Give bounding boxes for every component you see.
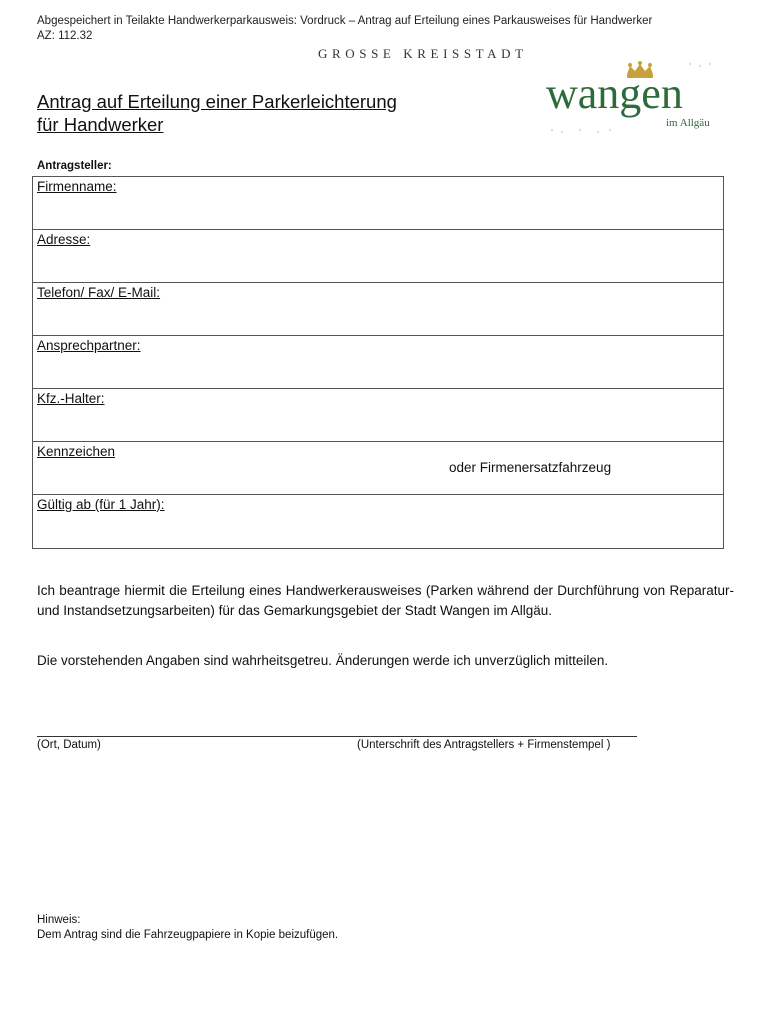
signature-label: (Unterschrift des Antragstellers + Firmenstempel ) bbox=[357, 739, 611, 751]
field-kontakt[interactable]: Telefon/ Fax/ E-Mail: bbox=[33, 283, 723, 336]
replacement-vehicle-note: oder Firmenersatzfahrzeug bbox=[449, 460, 612, 475]
logo-subline: im Allgäu bbox=[666, 117, 710, 129]
form-title: Antrag auf Erteilung einer Parkerleichterung für Handwerker bbox=[37, 91, 397, 135]
wangen-logo bbox=[540, 58, 730, 140]
hint-block bbox=[37, 913, 338, 943]
signature-line bbox=[37, 736, 637, 737]
file-reference: AZ: 112.32 bbox=[37, 30, 93, 42]
applicant-label: Antragsteller: bbox=[37, 160, 112, 172]
request-paragraph: Ich beantrage hiermit die Erteilung eines Handwerkerausweises (Parken während der Durchführung von Reparatur- und Instandsetzungsarbeiten) für das Gemarkungsgebiet der Stadt Wangen im Allgäu. bbox=[37, 583, 734, 618]
logo-wordmark: wangen bbox=[546, 69, 683, 118]
place-date-label: (Ort, Datum) bbox=[37, 739, 101, 751]
applicant-form-table bbox=[32, 176, 724, 549]
field-kfz-halter[interactable]: Kfz.-Halter: bbox=[33, 389, 723, 442]
hint-heading: Hinweis: bbox=[37, 914, 81, 926]
hint-text: Dem Antrag sind die Fahrzeugpapiere in Kopie beizufügen. bbox=[37, 929, 339, 941]
field-kennzeichen[interactable]: Kennzeichen oder Firmenersatzfahrzeug bbox=[33, 442, 723, 495]
city-designation: GROSSE KREISSTADT bbox=[318, 46, 528, 61]
field-ansprechpartner[interactable]: Ansprechpartner: bbox=[33, 336, 723, 389]
field-firmenname[interactable]: Firmenname: bbox=[33, 177, 723, 230]
declaration-paragraph: Die vorstehenden Angaben sind wahrheitsgetreu. Änderungen werde ich unverzüglich mitteilen. bbox=[37, 653, 609, 668]
document-meta bbox=[37, 14, 652, 44]
storage-note: Abgespeichert in Teilakte Handwerkerparkausweis: Vordruck – Antrag auf Erteilung eines Parkausweises für Handwerker bbox=[37, 15, 653, 27]
field-gueltig-ab[interactable]: Gültig ab (für 1 Jahr): bbox=[37, 497, 165, 512]
field-adresse[interactable]: Adresse: bbox=[33, 230, 723, 283]
